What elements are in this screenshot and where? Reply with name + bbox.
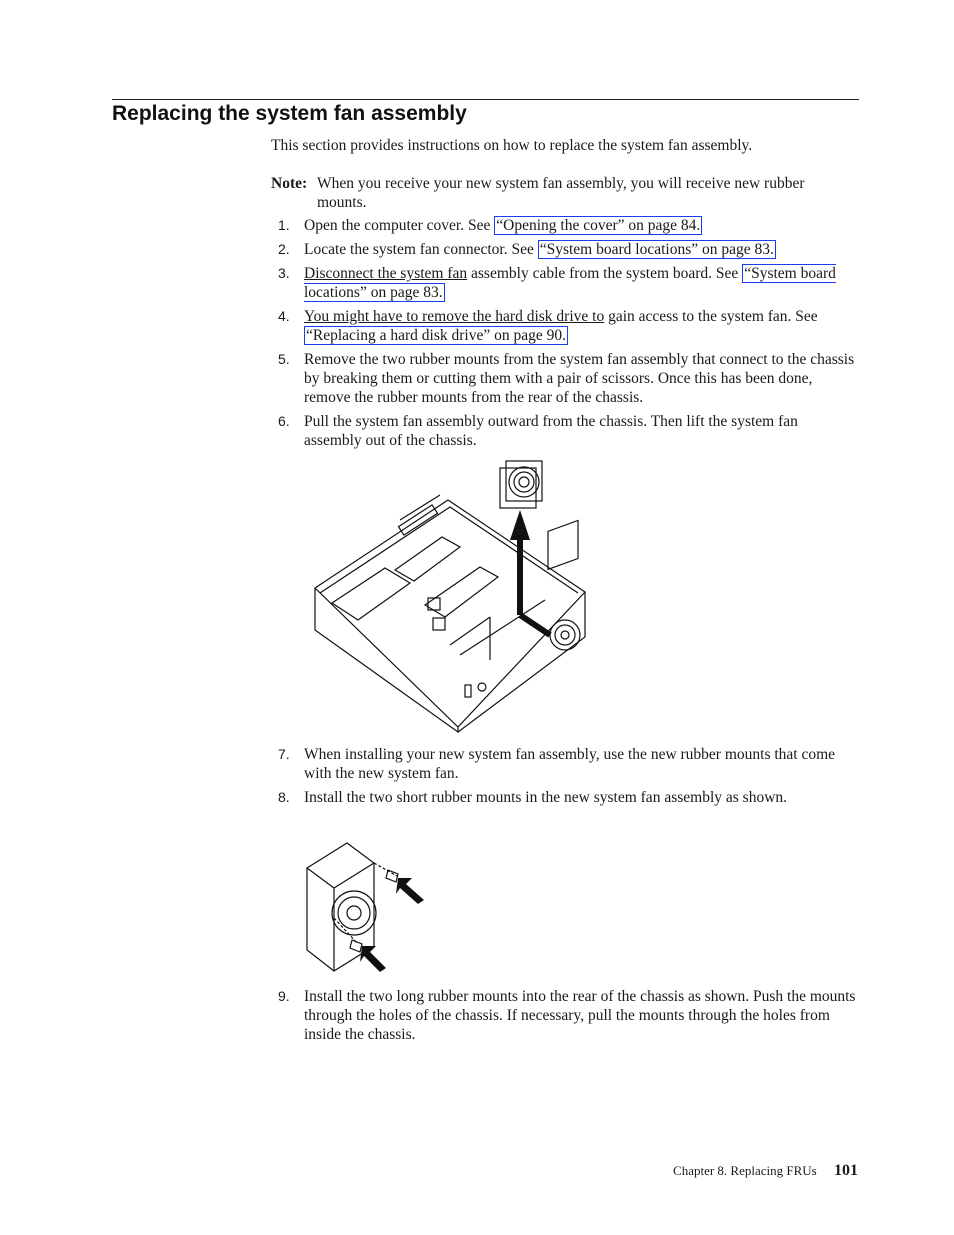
step-text: Locate the system fan connector. See [304, 241, 538, 258]
step-number: 3. [278, 265, 290, 281]
chassis-fan-removal-illustration [310, 455, 595, 737]
step-number: 1. [278, 217, 290, 233]
link-opening-cover[interactable]: “Opening the cover” on page 84. [496, 217, 701, 234]
step-number: 2. [278, 241, 290, 257]
step-number: 8. [278, 789, 290, 805]
step-text-underlined: You might have to remove the hard disk drive to [304, 308, 605, 325]
step-item [278, 307, 858, 345]
rubber-mount-install-illustration [302, 838, 432, 978]
note-block [271, 174, 831, 212]
steps-list-third [278, 987, 858, 1049]
note-label: Note: [271, 175, 308, 192]
step-item [278, 264, 858, 302]
page-number: 101 [834, 1162, 858, 1179]
step-text: Install the two long rubber mounts into the rear of the chassis as shown. Push the mounts through the holes of the chassis. If necessary, pull the mounts through the holes from inside the chassis. [304, 988, 856, 1043]
step-number: 9. [278, 988, 290, 1004]
step-item [278, 745, 858, 783]
step-item [278, 240, 858, 259]
link-replacing-hard-disk[interactable]: “Replacing a hard disk drive” on page 90. [306, 327, 566, 344]
step-text: When installing your new system fan assembly, use the new rubber mounts that come with the new system fan. [304, 746, 836, 782]
step-item [278, 412, 858, 450]
intro-paragraph: This section provides instructions on how to replace the system fan assembly. [271, 137, 753, 154]
section-title: Replacing the system fan assembly [112, 102, 467, 125]
step-text: Remove the two rubber mounts from the system fan assembly that connect to the chassis by breaking them or cutting them with a pair of scissors. Once this has been done, remove the rubber mounts from the rear of the chassis. [304, 351, 855, 406]
step-text: gain access to the system fan. See [604, 308, 818, 325]
step-item [278, 987, 858, 1044]
step-text-underlined: Disconnect the system fan [304, 265, 468, 282]
note-text: When you receive your new system fan assembly, you will receive new rubber mounts. [317, 175, 805, 211]
step-number: 7. [278, 746, 290, 762]
step-text: Install the two short rubber mounts in the new system fan assembly as shown. [304, 789, 788, 806]
step-number: 4. [278, 308, 290, 324]
step-number: 5. [278, 351, 290, 367]
link-system-board-locations[interactable]: “System board locations” on page 83. [539, 241, 774, 258]
step-item [278, 216, 858, 235]
step-item [278, 788, 858, 807]
link-system-board-locations[interactable]: “System board locations” on page 83. [304, 265, 836, 301]
step-number: 6. [278, 413, 290, 429]
step-text: Open the computer cover. See [304, 217, 495, 234]
step-text: Pull the system fan assembly outward from the chassis. Then lift the system fan assembly out of the chassis. [304, 413, 798, 449]
chapter-label: Chapter 8. Replacing FRUs [673, 1163, 817, 1178]
step-item [278, 350, 858, 407]
steps-list-first [278, 216, 858, 455]
page-footer [673, 1162, 858, 1180]
section-rule [112, 99, 859, 100]
steps-list-second [278, 745, 858, 812]
step-text: assembly cable from the system board. See [467, 265, 743, 282]
